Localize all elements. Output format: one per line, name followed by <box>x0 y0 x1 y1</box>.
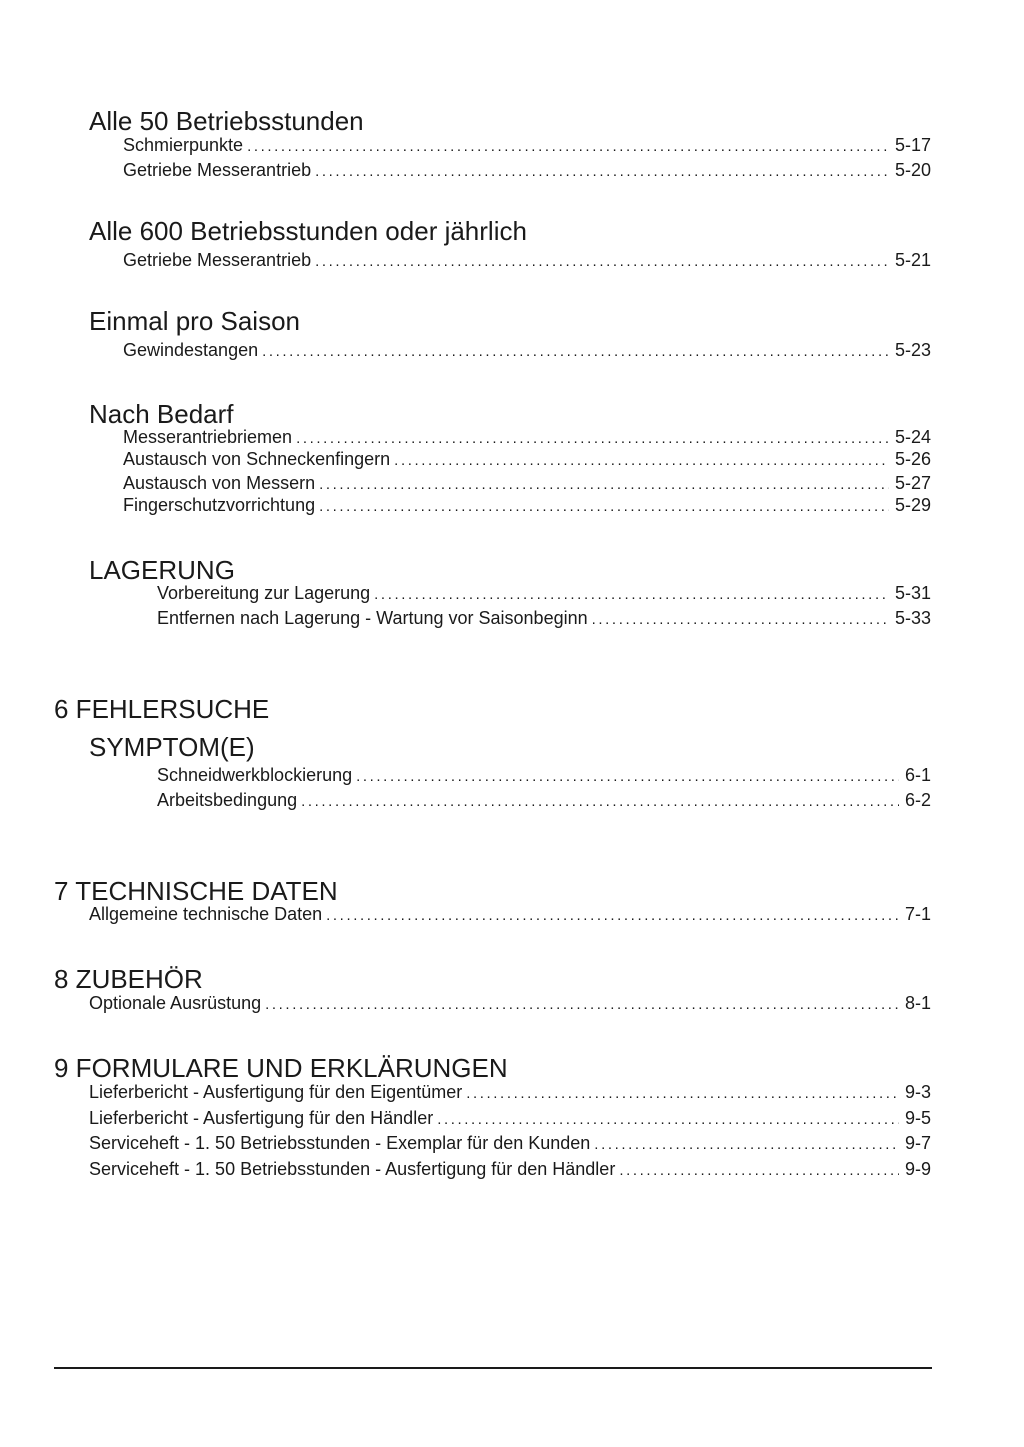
toc-entry[interactable] <box>123 249 931 273</box>
leader-dots <box>319 474 889 496</box>
toc-entry-label: Schneidwerkblockierung <box>157 765 353 785</box>
toc-entry-label: Entfernen nach Lagerung - Wartung vor Saisonbeginn <box>157 608 588 628</box>
toc-entry[interactable] <box>123 134 931 158</box>
toc-entry[interactable] <box>123 448 931 472</box>
leader-dots <box>374 584 889 606</box>
toc-entry-label: Serviceheft - 1. 50 Betriebsstunden - Ausfertigung für den Händler <box>89 1159 616 1179</box>
toc-entry[interactable] <box>89 1107 931 1131</box>
leader-dots <box>592 609 889 631</box>
leader-dots <box>326 905 899 927</box>
leader-dots <box>315 161 889 183</box>
leader-dots <box>315 251 889 273</box>
section-heading-every600: Alle 600 Betriebsstunden oder jährlich <box>89 216 527 246</box>
chapter-heading-8: 8 ZUBEHÖR <box>54 964 203 994</box>
toc-entry-label: Vorbereitung zur Lagerung <box>157 583 371 603</box>
section-heading-symptoms: SYMPTOM(E) <box>89 732 255 762</box>
leader-dots <box>265 994 899 1016</box>
leader-dots <box>247 136 889 158</box>
toc-entry[interactable] <box>123 159 931 183</box>
toc-entry-page: 6-2 <box>904 790 931 810</box>
toc-entry-label: Getriebe Messerantrieb <box>123 250 312 270</box>
toc-entry[interactable] <box>157 789 931 813</box>
toc-entry-page: 5-33 <box>894 608 931 628</box>
leader-dots <box>262 341 889 363</box>
toc-entry[interactable] <box>89 1132 931 1156</box>
leader-dots <box>394 450 889 472</box>
toc-entry-label: Fingerschutzvorrichtung <box>123 495 316 515</box>
toc-entry-page: 9-9 <box>904 1159 931 1179</box>
toc-entry-page: 9-7 <box>904 1133 931 1153</box>
toc-entry-page: 5-24 <box>894 427 931 447</box>
section-heading-every50: Alle 50 Betriebsstunden <box>89 106 364 136</box>
leader-dots <box>319 496 889 518</box>
leader-dots <box>296 428 889 450</box>
chapter-heading-6: 6 FEHLERSUCHE <box>54 694 270 724</box>
toc-entry-label: Allgemeine technische Daten <box>89 904 323 924</box>
leader-dots <box>619 1160 899 1182</box>
toc-entry-label: Optionale Ausrüstung <box>89 993 262 1013</box>
toc-entry[interactable] <box>89 903 931 927</box>
toc-entry-page: 5-23 <box>894 340 931 360</box>
chapter-heading-7: 7 TECHNISCHE DATEN <box>54 876 338 906</box>
toc-entry-page: 5-20 <box>894 160 931 180</box>
toc-entry-page: 5-27 <box>894 473 931 493</box>
toc-entry[interactable] <box>157 607 931 631</box>
toc-entry[interactable] <box>157 582 931 606</box>
toc-entry-page: 8-1 <box>904 993 931 1013</box>
toc-entry-page: 7-1 <box>904 904 931 924</box>
toc-entry-label: Gewindestangen <box>123 340 259 360</box>
toc-entry-label: Austausch von Messern <box>123 473 316 493</box>
toc-entry-label: Serviceheft - 1. 50 Betriebsstunden - Exemplar für den Kunden <box>89 1133 591 1153</box>
leader-dots <box>301 791 899 813</box>
toc-entry-page: 6-1 <box>904 765 931 785</box>
toc-entry[interactable] <box>123 494 931 518</box>
toc-entry[interactable] <box>123 472 931 496</box>
section-heading-storage: LAGERUNG <box>89 555 235 585</box>
toc-entry-label: Austausch von Schneckenfingern <box>123 449 391 469</box>
leader-dots <box>437 1109 899 1131</box>
toc-entry-label: Schmierpunkte <box>123 135 244 155</box>
toc-entry[interactable] <box>157 764 931 788</box>
toc-entry[interactable] <box>89 992 931 1016</box>
toc-entry-page: 5-29 <box>894 495 931 515</box>
toc-entry[interactable] <box>123 426 931 450</box>
toc-entry-label: Messerantriebriemen <box>123 427 293 447</box>
section-heading-asneeded: Nach Bedarf <box>89 399 234 429</box>
leader-dots <box>466 1083 899 1105</box>
toc-entry[interactable] <box>123 339 931 363</box>
toc-entry-label: Lieferbericht - Ausfertigung für den Händler <box>89 1108 434 1128</box>
footer-rule <box>54 1367 932 1369</box>
section-heading-season: Einmal pro Saison <box>89 306 300 336</box>
toc-entry-label: Arbeitsbedingung <box>157 790 298 810</box>
chapter-heading-9: 9 FORMULARE UND ERKLÄRUNGEN <box>54 1053 508 1083</box>
toc-entry-page: 9-5 <box>904 1108 931 1128</box>
toc-entry-label: Getriebe Messerantrieb <box>123 160 312 180</box>
leader-dots <box>594 1134 899 1156</box>
toc-entry-label: Lieferbericht - Ausfertigung für den Eigentümer <box>89 1082 463 1102</box>
toc-entry-page: 5-31 <box>894 583 931 603</box>
toc-entry-page: 5-26 <box>894 449 931 469</box>
toc-entry-page: 9-3 <box>904 1082 931 1102</box>
toc-entry-page: 5-17 <box>894 135 931 155</box>
toc-entry[interactable] <box>89 1081 931 1105</box>
leader-dots <box>356 766 899 788</box>
toc-entry[interactable] <box>89 1158 931 1182</box>
toc-entry-page: 5-21 <box>894 250 931 270</box>
